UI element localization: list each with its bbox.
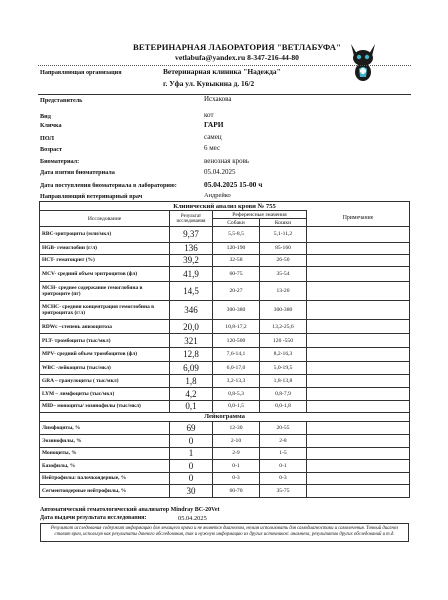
table-row xyxy=(40,242,410,254)
test-name: PLT- тромбоциты (тыс/мкл) xyxy=(40,334,170,348)
species-value: кот xyxy=(204,111,214,119)
ref-cats: 85-160 xyxy=(260,242,307,254)
lab-report-sheet xyxy=(38,38,411,551)
note-cell xyxy=(307,301,410,320)
col-result: Результат исследования xyxy=(170,211,213,227)
ref-cats: 0,0-1,8 xyxy=(260,400,307,412)
result-value: 14,5 xyxy=(170,282,213,301)
result-value: 136 xyxy=(170,242,213,254)
note-cell xyxy=(307,460,410,473)
disclaimer-note: Результат исследования содержит информацию для лечащего врача и не является диагнозом, нельзя использовать для самодиагностики и самолечения. Точный диагноз ставит врач, используя как результаты данного обследования, так и нужную информацию из других источников: анамнеза, результатов других обследований и т.д. xyxy=(40,523,409,542)
table-row xyxy=(40,460,410,473)
org-value-2: г. Уфа ул. Кувыкина д. 16/2 xyxy=(163,79,255,88)
test-name: GRA – гранулоциты ( тыс/мкл) xyxy=(40,374,170,387)
note-cell xyxy=(307,227,410,243)
ref-dogs: 0-1 xyxy=(213,460,260,473)
ref-cats: 5,1-11,2 xyxy=(260,227,307,243)
result-value: 6,09 xyxy=(170,361,213,374)
ref-dogs: 2-9 xyxy=(213,447,260,460)
ref-dogs: 0,0-1,5 xyxy=(213,400,260,412)
note-cell xyxy=(307,472,410,485)
note-cell xyxy=(307,254,410,266)
col-note: Примечание xyxy=(307,211,410,227)
leuko-title: Лейкограмма xyxy=(40,412,410,421)
ref-cats: 26-50 xyxy=(260,254,307,266)
test-name: MID– моноциты/ эозинофилы (тыс/мкл) xyxy=(40,400,170,412)
ref-dogs: 120-190 xyxy=(213,242,260,254)
table-row xyxy=(40,421,410,435)
lab-title: ВЕТЕРИНАРНАЯ ЛАБОРАТОРИЯ "ВЕТЛАБУФА" xyxy=(133,42,341,52)
ref-dogs: 12-30 xyxy=(213,421,260,435)
table-row xyxy=(40,320,410,334)
ref-dogs: 10,8-17,2 xyxy=(213,320,260,334)
test-name: Лимфоциты, % xyxy=(40,421,170,435)
test-name: HCT- гематокрит (%) xyxy=(40,254,170,266)
note-cell xyxy=(307,485,410,498)
note-cell xyxy=(307,387,410,400)
ref-dogs: 5,5-8,5 xyxy=(213,227,260,243)
col-cats: Кошки xyxy=(260,219,307,227)
note-cell xyxy=(307,447,410,460)
test-name: Сегментоядерные нейтрофилы, % xyxy=(40,485,170,498)
table-row xyxy=(40,435,410,448)
ref-dogs: 20-27 xyxy=(213,282,260,301)
ref-cats: 35-54 xyxy=(260,266,307,282)
test-name: MPV- средний объем тромбоцитов (фл) xyxy=(40,348,170,362)
result-value: 4,2 xyxy=(170,387,213,400)
ref-cats: 13-20 xyxy=(260,282,307,301)
test-name: Нейтрофилы: палочкоядерные, % xyxy=(40,472,170,485)
sex-value: самец xyxy=(204,133,222,141)
test-name: Моноциты, % xyxy=(40,447,170,460)
test-name: WBC -лейкоциты (тыс/мкл) xyxy=(40,361,170,374)
table-row xyxy=(40,301,410,320)
table-row xyxy=(40,227,410,243)
age-value: 6 мес xyxy=(204,144,221,152)
header-divider xyxy=(38,65,411,66)
note-cell xyxy=(307,334,410,348)
ref-cats: 20-55 xyxy=(260,421,307,435)
note-cell xyxy=(307,282,410,301)
ref-dogs: 0,8-5,3 xyxy=(213,387,260,400)
result-value: 321 xyxy=(170,334,213,348)
org-label: Направляющая организация xyxy=(40,69,122,76)
test-name: LYM – лимфоциты (тыс/мкл) xyxy=(40,387,170,400)
table-row xyxy=(40,387,410,400)
rep-value: Исхакова xyxy=(204,95,232,103)
ref-dogs: 60-75 xyxy=(213,266,260,282)
analysis-title: Клинический анализ крови № 755 xyxy=(40,202,410,211)
note-cell xyxy=(307,400,410,412)
result-value: 12,8 xyxy=(170,348,213,362)
test-name: MCV- средний объем эритроцитов (фл) xyxy=(40,266,170,282)
test-name: MCHC- средняя концентрация гемоглобина в эритроцитах (г/л) xyxy=(40,301,170,320)
result-value: 30 xyxy=(170,485,213,498)
ref-dogs: 32-58 xyxy=(213,254,260,266)
result-value: 1 xyxy=(170,447,213,460)
table-row xyxy=(40,266,410,282)
result-value: 1,8 xyxy=(170,374,213,387)
table-row xyxy=(40,374,410,387)
ref-dogs: 0-3 xyxy=(213,472,260,485)
recv-value: 05.04.2025 15-00 ч xyxy=(204,180,263,189)
result-value: 20,0 xyxy=(170,320,213,334)
age-label: Возраст xyxy=(40,146,63,153)
result-value: 346 xyxy=(170,301,213,320)
note-cell xyxy=(307,348,410,362)
note-cell xyxy=(307,374,410,387)
col-dogs: Собаки xyxy=(213,219,260,227)
analyzer-label: Автоматический гематологический анализатор Mindray BC-20Vet xyxy=(40,507,220,513)
ref-cats: 1,8-13,8 xyxy=(260,374,307,387)
test-name: Базофилы, % xyxy=(40,460,170,473)
ref-dogs: 2-10 xyxy=(213,435,260,448)
taken-value: 05.04.2025 xyxy=(204,168,236,176)
ref-dogs: 7,6-14,1 xyxy=(213,348,260,362)
col-ref: Референсные значения xyxy=(213,211,307,219)
sex-label: ПОЛ xyxy=(40,135,54,142)
table-row xyxy=(40,472,410,485)
ref-cats: 0-3 xyxy=(260,472,307,485)
ref-cats: 0,8-7,9 xyxy=(260,387,307,400)
result-value: 0,1 xyxy=(170,400,213,412)
ref-cats: 5,0-19,5 xyxy=(260,361,307,374)
nick-value: ГАРИ xyxy=(204,120,224,129)
table-row xyxy=(40,485,410,498)
cat-logo-icon xyxy=(346,42,380,82)
date-label: Дата выдачи результата исследования: xyxy=(40,515,147,521)
species-label: Вид xyxy=(40,113,51,120)
ref-cats: 0-1 xyxy=(260,460,307,473)
table-row xyxy=(40,334,410,348)
ref-cats: 13,2-25,6 xyxy=(260,320,307,334)
note-cell xyxy=(307,421,410,435)
test-name: RBC-эритроциты (млн/мкл) xyxy=(40,227,170,243)
note-cell xyxy=(307,266,410,282)
table-row xyxy=(40,361,410,374)
ref-cats: 120 -550 xyxy=(260,334,307,348)
ref-dogs: 300-380 xyxy=(213,301,260,320)
taken-label: Дата взятия биоматериала xyxy=(40,169,115,176)
test-name: RDWc –степень анизоцитоза xyxy=(40,320,170,334)
result-value: 0 xyxy=(170,435,213,448)
ref-cats: 2-8 xyxy=(260,435,307,448)
ref-cats: 8,2-16,3 xyxy=(260,348,307,362)
table-row xyxy=(40,447,410,460)
nick-label: Кличка xyxy=(40,122,62,129)
rep-label: Представитель xyxy=(40,97,83,104)
note-cell xyxy=(307,435,410,448)
note-cell xyxy=(307,242,410,254)
result-value: 0 xyxy=(170,460,213,473)
ref-dogs: 120-500 xyxy=(213,334,260,348)
ref-dogs: 60-70 xyxy=(213,485,260,498)
ref-cats: 35-75 xyxy=(260,485,307,498)
bio-label: Биоматериал: xyxy=(40,158,80,165)
recv-label: Дата поступления биоматериала в лабораторию: xyxy=(40,182,177,189)
ref-dogs: 6,0-17,0 xyxy=(213,361,260,374)
col-test: Исследование xyxy=(40,211,170,227)
table-row xyxy=(40,348,410,362)
result-value: 0 xyxy=(170,472,213,485)
result-value: 39,2 xyxy=(170,254,213,266)
ref-cats: 300-380 xyxy=(260,301,307,320)
note-cell xyxy=(307,361,410,374)
doctor-label: Направляющий ветеринарный врач xyxy=(40,193,143,200)
ref-cats: 1-5 xyxy=(260,447,307,460)
result-value: 69 xyxy=(170,421,213,435)
note-cell xyxy=(307,320,410,334)
test-name: HGB- гемоглобин (г/л) xyxy=(40,242,170,254)
table-row xyxy=(40,400,410,412)
date-value: 05.04.2025 xyxy=(178,515,207,522)
lab-contact: vetlabufa@yandex.ru 8-347-216-44-80 xyxy=(175,53,299,62)
table-row xyxy=(40,282,410,301)
result-value: 9,37 xyxy=(170,227,213,243)
org-value-1: Ветеринарная клиника "Надежда" xyxy=(163,67,281,76)
test-name: Эозинофилы, % xyxy=(40,435,170,448)
bio-value: венозная кровь xyxy=(204,157,250,165)
analysis-table xyxy=(39,201,410,498)
ref-dogs: 3,2-13,3 xyxy=(213,374,260,387)
result-value: 41,9 xyxy=(170,266,213,282)
table-row xyxy=(40,254,410,266)
test-name: MCH- среднее содержание гемоглобина в эритроците (пг) xyxy=(40,282,170,301)
doctor-value: Андрейко xyxy=(204,192,231,199)
